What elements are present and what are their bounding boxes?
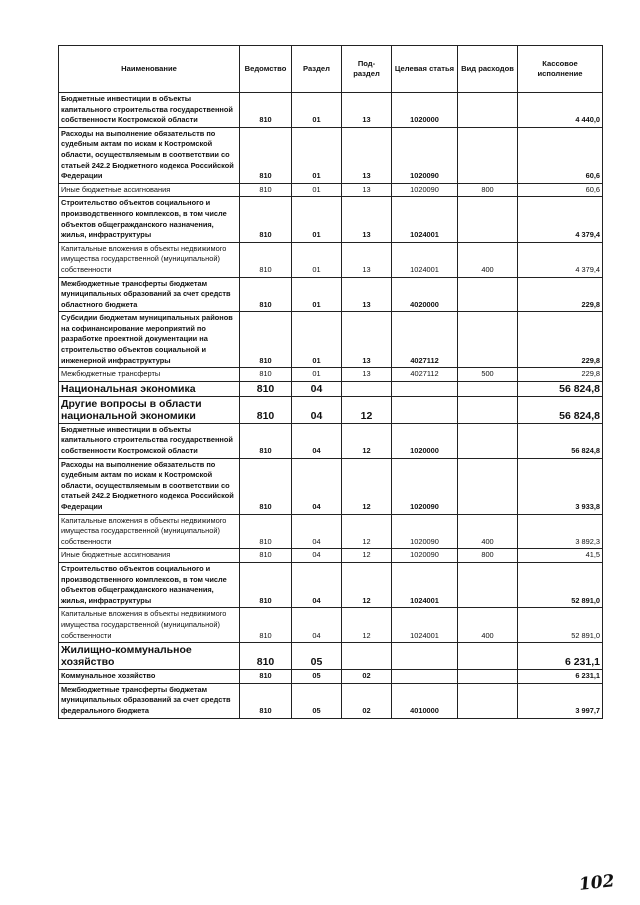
cell-name: Строительство объектов социального и производственного комплексов, в том числе объектов общегражданского назначения, жилья, инфраструктуры [59, 197, 240, 242]
cell-cash: 6 231,1 [518, 643, 603, 670]
cell-section: 04 [292, 514, 342, 549]
cell-target: 1024001 [392, 562, 458, 607]
cell-exp-type [458, 458, 518, 514]
cell-subsection: 13 [342, 197, 392, 242]
cell-dept: 810 [240, 127, 292, 183]
cell-section: 01 [292, 127, 342, 183]
cell-cash: 52 891,0 [518, 562, 603, 607]
header-target: Целевая статья [392, 46, 458, 93]
cell-cash: 4 379,4 [518, 197, 603, 242]
cell-name: Субсидии бюджетам муниципальных районов на софинансирование мероприятий по разработке проектной документации на строительство объектов социальной и инженерной инфраструктуры [59, 312, 240, 368]
table-row [59, 458, 603, 514]
cell-target: 1020090 [392, 514, 458, 549]
cell-dept: 810 [240, 423, 292, 458]
table-row [59, 514, 603, 549]
cell-section: 01 [292, 197, 342, 242]
cell-dept: 810 [240, 458, 292, 514]
cell-dept: 810 [240, 277, 292, 312]
cell-name: Межбюджетные трансферты [59, 368, 240, 382]
cell-dept: 810 [240, 683, 292, 718]
cell-section: 01 [292, 183, 342, 197]
table-row [59, 381, 603, 396]
cell-subsection: 12 [342, 423, 392, 458]
cell-exp-type [458, 643, 518, 670]
cell-name: Строительство объектов социального и производственного комплексов, в том числе объектов общегражданского назначения, жилья, инфраструктуры [59, 562, 240, 607]
cell-dept: 810 [240, 312, 292, 368]
cell-name: Межбюджетные трансферты бюджетам муниципальных образований за счет средств федерального бюджета [59, 683, 240, 718]
cell-dept: 810 [240, 396, 292, 423]
cell-name: Иные бюджетные ассигнования [59, 549, 240, 563]
cell-section: 01 [292, 368, 342, 382]
cell-target: 4010000 [392, 683, 458, 718]
header-section: Раздел [292, 46, 342, 93]
cell-exp-type [458, 683, 518, 718]
cell-target: 1020090 [392, 458, 458, 514]
cell-cash: 41,5 [518, 549, 603, 563]
cell-name: Бюджетные инвестиции в объекты капитального строительства государственной собственности Костромской области [59, 93, 240, 128]
cell-cash: 4 440,0 [518, 93, 603, 128]
cell-cash: 3 933,8 [518, 458, 603, 514]
cell-dept: 810 [240, 670, 292, 684]
cell-name: Иные бюджетные ассигнования [59, 183, 240, 197]
cell-exp-type: 400 [458, 608, 518, 643]
cell-subsection: 13 [342, 277, 392, 312]
header-name: Наименование [59, 46, 240, 93]
cell-target [392, 396, 458, 423]
table-row [59, 549, 603, 563]
cell-subsection: 12 [342, 562, 392, 607]
header-dept: Ведомство [240, 46, 292, 93]
table-row [59, 242, 603, 277]
cell-dept: 810 [240, 514, 292, 549]
cell-subsection [342, 381, 392, 396]
cell-dept: 810 [240, 368, 292, 382]
cell-target: 1024001 [392, 197, 458, 242]
cell-cash: 56 824,8 [518, 396, 603, 423]
cell-cash: 60,6 [518, 183, 603, 197]
cell-target: 1020090 [392, 549, 458, 563]
cell-subsection: 13 [342, 93, 392, 128]
cell-name: Расходы на выполнение обязательств по судебным актам по искам к Костромской области, осуществляемым в соответствии со статьей 242.2 Бюджетного кодекса Российской Федерации [59, 127, 240, 183]
cell-name: Расходы на выполнение обязательств по судебным актам по искам к Костромской области, осуществляемым в соответствии со статьей 242.2 Бюджетного кодекса Российской Федерации [59, 458, 240, 514]
cell-dept: 810 [240, 643, 292, 670]
cell-name: Коммунальное хозяйство [59, 670, 240, 684]
cell-exp-type [458, 396, 518, 423]
cell-exp-type: 500 [458, 368, 518, 382]
cell-subsection: 12 [342, 608, 392, 643]
cell-section: 01 [292, 277, 342, 312]
cell-cash: 6 231,1 [518, 670, 603, 684]
header-exp-type: Вид расходов [458, 46, 518, 93]
table-row [59, 368, 603, 382]
cell-dept: 810 [240, 562, 292, 607]
cell-cash: 229,8 [518, 312, 603, 368]
page-number: 102 [577, 871, 615, 895]
cell-name: Другие вопросы в области национальной экономики [59, 396, 240, 423]
cell-target: 4027112 [392, 312, 458, 368]
cell-target: 1020090 [392, 127, 458, 183]
cell-name: Жилищно-коммунальное хозяйство [59, 643, 240, 670]
cell-exp-type [458, 93, 518, 128]
cell-exp-type: 800 [458, 549, 518, 563]
cell-dept: 810 [240, 93, 292, 128]
cell-section: 04 [292, 381, 342, 396]
cell-exp-type: 400 [458, 514, 518, 549]
cell-target [392, 670, 458, 684]
cell-cash: 3 892,3 [518, 514, 603, 549]
cell-target: 1020000 [392, 423, 458, 458]
cell-subsection: 12 [342, 549, 392, 563]
cell-cash: 56 824,8 [518, 423, 603, 458]
cell-dept: 810 [240, 183, 292, 197]
table-header-row [59, 46, 603, 93]
cell-name: Капитальные вложения в объекты недвижимого имущества государственной (муниципальной) собственности [59, 514, 240, 549]
cell-exp-type [458, 562, 518, 607]
cell-section: 04 [292, 423, 342, 458]
cell-exp-type: 400 [458, 242, 518, 277]
cell-target: 4020000 [392, 277, 458, 312]
cell-target: 1024001 [392, 608, 458, 643]
cell-cash: 229,8 [518, 368, 603, 382]
cell-dept: 810 [240, 242, 292, 277]
table-row [59, 608, 603, 643]
cell-section: 04 [292, 608, 342, 643]
cell-section: 01 [292, 242, 342, 277]
cell-subsection: 13 [342, 127, 392, 183]
table-row [59, 423, 603, 458]
cell-cash: 3 997,7 [518, 683, 603, 718]
cell-subsection: 13 [342, 183, 392, 197]
cell-cash: 60,6 [518, 127, 603, 183]
cell-subsection [342, 643, 392, 670]
table-row [59, 562, 603, 607]
cell-section: 05 [292, 683, 342, 718]
header-subsection: Под- раздел [342, 46, 392, 93]
cell-name: Капитальные вложения в объекты недвижимого имущества государственной (муниципальной) собственности [59, 608, 240, 643]
cell-target [392, 381, 458, 396]
table-row [59, 277, 603, 312]
cell-exp-type [458, 197, 518, 242]
cell-cash: 52 891,0 [518, 608, 603, 643]
cell-target [392, 643, 458, 670]
cell-exp-type [458, 670, 518, 684]
cell-name: Бюджетные инвестиции в объекты капитального строительства государственной собственности Костромской области [59, 423, 240, 458]
table-row [59, 93, 603, 128]
table-row [59, 643, 603, 670]
table-row [59, 396, 603, 423]
cell-exp-type [458, 277, 518, 312]
cell-exp-type [458, 381, 518, 396]
budget-table [58, 45, 603, 719]
table-row [59, 197, 603, 242]
cell-dept: 810 [240, 608, 292, 643]
cell-subsection: 12 [342, 514, 392, 549]
cell-dept: 810 [240, 197, 292, 242]
cell-subsection: 02 [342, 670, 392, 684]
cell-name: Капитальные вложения в объекты недвижимого имущества государственной (муниципальной) собственности [59, 242, 240, 277]
cell-subsection: 13 [342, 368, 392, 382]
cell-target: 4027112 [392, 368, 458, 382]
cell-exp-type [458, 312, 518, 368]
cell-exp-type [458, 127, 518, 183]
cell-subsection: 12 [342, 458, 392, 514]
cell-subsection: 13 [342, 312, 392, 368]
cell-cash: 56 824,8 [518, 381, 603, 396]
cell-target: 1020090 [392, 183, 458, 197]
cell-dept: 810 [240, 381, 292, 396]
cell-target: 1020000 [392, 93, 458, 128]
table-row [59, 683, 603, 718]
header-cash: Кассовое исполнение [518, 46, 603, 93]
cell-cash: 4 379,4 [518, 242, 603, 277]
cell-exp-type [458, 423, 518, 458]
cell-section: 04 [292, 458, 342, 514]
cell-subsection: 13 [342, 242, 392, 277]
cell-section: 05 [292, 643, 342, 670]
table-body [59, 93, 603, 719]
cell-subsection: 02 [342, 683, 392, 718]
cell-section: 04 [292, 396, 342, 423]
table-row [59, 127, 603, 183]
table-row [59, 312, 603, 368]
cell-section: 01 [292, 93, 342, 128]
cell-dept: 810 [240, 549, 292, 563]
cell-section: 04 [292, 562, 342, 607]
cell-target: 1024001 [392, 242, 458, 277]
cell-exp-type: 800 [458, 183, 518, 197]
cell-section: 01 [292, 312, 342, 368]
cell-cash: 229,8 [518, 277, 603, 312]
cell-subsection: 12 [342, 396, 392, 423]
cell-name: Межбюджетные трансферты бюджетам муниципальных образований за счет средств областного бюджета [59, 277, 240, 312]
cell-section: 04 [292, 549, 342, 563]
cell-name: Национальная экономика [59, 381, 240, 396]
table-row [59, 183, 603, 197]
table-row [59, 670, 603, 684]
cell-section: 05 [292, 670, 342, 684]
